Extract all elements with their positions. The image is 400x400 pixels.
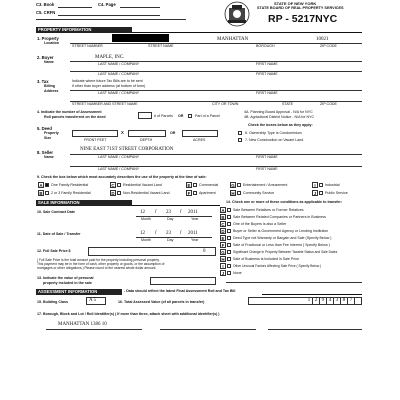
sale-contract-date-label: 10. Sale Contract Date [37, 210, 75, 214]
tax-col-zip: ZIP CODE [320, 102, 337, 106]
new-construction-label: 7. New Construction on Vacant Land [245, 138, 304, 142]
personal-property-field[interactable] [150, 277, 216, 285]
seller-name-label: Name [44, 155, 54, 159]
new-york-state-seal-icon [224, 1, 250, 27]
tax-note-2: if other than buyer address (at bottom of form) [72, 84, 146, 88]
personal-property-label: 13. Indicate the value of personal [37, 276, 94, 280]
use-option-h-checkbox[interactable] [237, 191, 241, 195]
use-option-f-checkbox[interactable] [193, 191, 197, 195]
use-option-i-letter: I [312, 182, 318, 188]
condition-j-letter: J [221, 271, 225, 276]
assessed-digit: 9 [320, 297, 327, 304]
buyer-col-last-2: LAST NAME / COMPANY [98, 72, 140, 76]
sale-price-note-2: This payment may be in the form of cash, other property or goods, or the assumption of [37, 262, 165, 266]
use-option-j-letter: J [313, 191, 317, 196]
assessed-digit: 4 [327, 297, 334, 304]
use-option-b-label: 2 or 3 Family Residential [51, 191, 91, 195]
col-borough: BOROUGH [256, 44, 275, 48]
location-label: Location [44, 41, 59, 45]
sale-price-note-1: ( Full Sale Price is the total amount paid for the property including personal property. [37, 258, 160, 262]
use-option-g-label: Entertainment / Amusement [243, 183, 288, 187]
condition-g-letter: G [221, 250, 225, 255]
condition-f-checkbox[interactable] [227, 243, 231, 247]
condition-d-letter: D [221, 229, 225, 234]
use-option-b-checkbox[interactable] [45, 191, 49, 195]
condition-c-label: One of the Buyers is also a Seller [233, 222, 287, 226]
property-use-question: 9. Check the box below which most accurately describes the use of the property at the time of sale: [37, 175, 207, 179]
property-borough: MANHATTAN [217, 37, 249, 42]
sale-information-header: SALE INFORMATION [36, 200, 132, 206]
personal-property-label-2: property included in the sale [43, 281, 92, 285]
buyer-col-first-2: FIRST NAME [256, 72, 278, 76]
total-assessed-value-label: 16. Total Assessed Value (of all parcels in transfer) [118, 300, 205, 304]
sale-month[interactable]: 12 [140, 231, 145, 236]
condition-c-checkbox[interactable] [227, 222, 231, 226]
condition-a-letter: A [221, 208, 225, 213]
condition-e-letter: E [221, 236, 225, 241]
use-option-e-label: Commercial [199, 183, 219, 187]
sale-year[interactable]: 2011 [188, 231, 198, 236]
use-option-h-letter: H [231, 191, 235, 196]
borough-block-lot-value: MANHATTAN 1386 10 [58, 322, 107, 327]
use-option-a-letter: A [39, 183, 43, 188]
building-class-label: 15. Building Class [37, 300, 68, 304]
assessed-digit: 3 [334, 297, 341, 304]
check-boxes-note: Check the boxes below as they apply: [248, 123, 313, 127]
address-label: Address [44, 89, 59, 93]
col-zip: ZIP CODE [320, 44, 337, 48]
condition-b-label: Sale Between Related Companies or Partners in Business [233, 215, 326, 219]
acres-field[interactable] [182, 130, 218, 137]
condition-e-label: Deed Type not Warranty or Bargain and Sale (Specify Below ) [233, 236, 332, 240]
full-sale-price-field[interactable] [88, 247, 216, 256]
use-option-c-letter: C [111, 183, 115, 188]
assessed-digit: 8 [341, 297, 348, 304]
use-option-f-label: Apartment [199, 191, 216, 195]
use-option-c-label: Residential Vacant Land [123, 183, 162, 187]
seller-col-last-2: LAST NAME / COMPANY [98, 167, 140, 171]
condition-f-letter: F [221, 243, 225, 248]
property-zip: 10021 [316, 37, 329, 42]
condition-b-checkbox[interactable] [227, 215, 231, 219]
depth-label: DEPTH [140, 138, 153, 142]
tax-col-state: STATE [282, 102, 294, 106]
parcels-label: # of Parcels [154, 114, 173, 118]
full-sale-price-label: 12. Full Sale Price $ [37, 249, 71, 253]
front-feet-field[interactable] [72, 130, 118, 137]
use-option-h-label: Community Service [243, 191, 275, 195]
contract-month[interactable]: 12 [140, 210, 145, 215]
front-feet-label: FRONT FEET [84, 138, 107, 142]
property-label: 1. Property [37, 36, 59, 41]
deed-property-label: Property [44, 131, 59, 135]
use-option-e-checkbox[interactable] [193, 183, 197, 187]
tax-col-street: STREET NUMBER AND STREET NAME [72, 102, 138, 106]
sale-price-note-3: mortgages or other obligations.) Please round to the nearest whole dollar amount. [37, 266, 157, 270]
deed-x: X [121, 130, 124, 135]
use-option-c-checkbox[interactable] [117, 183, 121, 187]
seller-label: 8. Seller [37, 150, 54, 155]
sale-col-day: Day [167, 238, 174, 242]
buyer-col-first: FIRST NAME [256, 62, 278, 66]
condition-h-label: Sale of Business is Included in Sale Price [233, 257, 300, 261]
tax-note-1: Indicate where future Tax Bills are to be sent [72, 79, 143, 83]
use-option-a-label: One Family Residential [51, 183, 89, 187]
agricultural-district-note: 4B. Agricultural District Notice - N/A for NYC [244, 115, 315, 119]
parcels-or: OR [178, 114, 184, 118]
condition-a-label: Sale Between Relatives or Former Relatives [233, 208, 304, 212]
condition-h-letter: H [221, 257, 225, 262]
conditions-question: 14. Check one or more of these conditions as applicable to transfer: [226, 200, 343, 204]
assessment-note: - Data should reflect the latest Final Assessment Roll and Tax Bill [124, 289, 236, 293]
redaction-bar [112, 34, 169, 42]
contract-col-month: Month [141, 217, 151, 221]
date-of-sale-label: 11. Date of Sale / Transfer [37, 232, 81, 236]
condominium-checkbox[interactable] [238, 131, 242, 135]
c3-book-label: C3. Book [36, 2, 55, 7]
condition-i-checkbox[interactable] [227, 264, 231, 268]
sale-day[interactable]: 23 [166, 231, 171, 236]
use-option-d-label: Non-Residential Vacant Land [123, 191, 170, 195]
rp-5217nyc-form: C3. Book C4. Page C5. CRFN STATE OF NEW YORK STATE BOARD OF REAL PROPERTY SERVICES RP - 5217NYC PROPERTY INFORMATION 1. Property Location MANHATTAN 10021 STREET NUMBER STREET NAME BOROUGH ZIP CODE 2. Buyer Name MAPLE, INC. LAST NAME / COMPANY FIRST NAME LAST NAME / COMPANY FIRST NAME 3. Tax Billing Address Indicate where future Tax Bills are to be sent if other than buyer address (at bottom of form) LAST NAME / COMPANY FIRST NAME STREET NUMBER AND STREET NAME CITY OR TOWN STATE ZIP CODE 4. Indicate the number of Assessment Roll parcels transferred on the deed # of Parcels OR Part of a Parcel 4A. Planning Board Approval - N/A for NYC 4B. Agricultural District Notice - N/A for NYC Check the boxes below as they apply: 5. Deed Property Size X OR FRONT FEET DEPTH ACRES 6. Ownership Type is Condominium 7. New Construction on Vacant Land 8. Seller Name NINE EAST 71ST STREET CORPORATION LAST NAME / COMPANY FIRST NAME LAST NAME / COMPANY FIRST NAME 9. Check the box below which most accurately describes the use of the property at the time of sale: A One Family Residential B 2 or 3 Family Residential C Residential Vacant Land D Non-Residential Vacant Land E Commercial F Apartment G Entertainment / Amusement H Community Service I Industrial J Public Service SALE INFORMATION 14. Check one or more of these conditions as applicable to transfer: 10. Sale Contract Date 12 / 23 / 2011 Month Day Year 11. Date of Sale / Transfer 12 / 23 / 2011 Month Day Year 12. Full Sale Price $ 0 ( Full Sale Price is the total amount paid for the property including personal property. This payment may be in the form of cash, other property or goods, or the assumption of mortgages or other obligations.) Please round to the nearest whole dollar amount. 13. Indicate the value of personal property included in the sale A Sale Between Relatives or Former Relatives B Sale Between Related Companies or Partners in Business C One of the Buyers is also a Seller D Buyer or Seller is Government Agency or Lending Institution E Deed Type not Warranty or Bargain and Sale (Specify Below ) F Sale of Fractional or Less than Fee Interest ( Specify Below ) G Significant Change in Property Between Taxable Status and Sale Dates H Sale of Business is Included in Sale Price I Other Unusual Factors Affecting Sale Price ( Specify Below ) J None ASSESSMENT INFORMATION - Data should reflect the latest Final Assessment Roll and Tax Bill 15. Building Class A 5 16. Total Assessed Value (of all parcels in transfer) 1 2 9 4 3 8 7 17. Borough, Block and Lot / Roll Identifier(s) ( If more than three, attach sheet with additional identifier(s) ) MANHATTAN 1386 10 [0, 0, 400, 400]
assessment-parcels-label-2: Roll parcels transferred on the deed [44, 115, 106, 119]
seller-name-value: NINE EAST 71ST STREET CORPORATION [80, 147, 174, 152]
condition-b-letter: B [221, 215, 225, 220]
state-of-new-york: STATE OF NEW YORK [274, 1, 317, 6]
c4-page-label: C4. Page [98, 2, 116, 7]
building-class-value: A 5 [89, 298, 97, 303]
tax-label: 3. Tax [37, 79, 49, 84]
depth-field[interactable] [128, 130, 166, 137]
buyer-name-label: Name [44, 60, 54, 64]
seller-col-last: LAST NAME / COMPANY [98, 155, 140, 159]
condition-g-checkbox[interactable] [227, 250, 231, 254]
form-code: RP - 5217NYC [268, 13, 338, 25]
condition-e-checkbox[interactable] [227, 236, 231, 240]
use-option-i-label: Industrial [325, 183, 340, 187]
condition-d-label: Buyer or Seller is Government Agency or Lending Institution [233, 229, 329, 233]
condition-g-label: Significant Change in Property Between Taxable Status and Sale Dates [233, 250, 338, 254]
use-option-d-checkbox[interactable] [117, 191, 121, 195]
condition-f-label: Sale of Fractional or Less than Fee Interest ( Specify Below ) [233, 243, 330, 247]
assessment-information-header: ASSESSMENT INFORMATION [36, 289, 122, 295]
col-street-name: STREET NAME [148, 44, 174, 48]
acres-label: ACRES [193, 138, 206, 142]
condition-i-label: Other Unusual Factors Affecting Sale Price ( Specify Below ) [233, 264, 322, 268]
use-option-g-checkbox[interactable] [237, 183, 241, 187]
use-option-i-checkbox[interactable] [319, 183, 323, 187]
seller-col-first: FIRST NAME [256, 155, 278, 159]
billing-label: Billing [44, 84, 55, 88]
use-option-f-letter: F [187, 191, 191, 196]
borough-block-lot-label: 17. Borough, Block and Lot / Roll Identifier(s) ( If more than three, attach sheet with additional identifier(s) ) [37, 312, 220, 316]
condition-c-letter: C [221, 222, 225, 227]
part-of-parcel-label: Part of a Parcel [195, 114, 220, 118]
condition-j-label: None [233, 271, 242, 275]
use-option-g-letter: G [231, 183, 235, 188]
c5-crfn-label: C5. CRFN [36, 10, 56, 15]
condition-d-checkbox[interactable] [227, 229, 231, 233]
use-option-j-checkbox[interactable] [319, 191, 323, 195]
buyer-label: 2. Buyer [37, 55, 54, 60]
new-construction-checkbox[interactable] [238, 138, 242, 142]
assessed-digit: 7 [348, 297, 355, 304]
deed-or: OR [170, 131, 176, 135]
contract-col-year: Year [191, 217, 199, 221]
full-sale-price-value: 0 [203, 249, 206, 254]
contract-day[interactable]: 23 [166, 210, 171, 215]
assessed-digit: 1 [306, 297, 313, 304]
buyer-name-value: MAPLE, INC. [95, 55, 125, 60]
tax-col-city: CITY OR TOWN [212, 102, 239, 106]
ownership-condo-label: 6. Ownership Type is Condominium [245, 131, 302, 135]
contract-col-day: Day [167, 217, 174, 221]
deed-label: 5. Deed [37, 126, 52, 131]
sale-col-month: Month [141, 238, 151, 242]
use-option-b-letter: B [39, 191, 43, 196]
use-option-j-label: Public Service [325, 191, 348, 195]
use-option-a-checkbox[interactable] [45, 183, 49, 187]
use-option-d-letter: D [111, 191, 115, 196]
tax-col-last: LAST NAME / COMPANY [98, 91, 140, 95]
condition-j-checkbox[interactable] [227, 271, 231, 275]
seller-col-first-2: FIRST NAME [256, 167, 278, 171]
sale-col-year: Year [191, 238, 199, 242]
condition-h-checkbox[interactable] [227, 257, 231, 261]
deed-size-label: Size [44, 136, 52, 140]
tax-col-first: FIRST NAME [256, 91, 278, 95]
state-board-name: STATE BOARD OF REAL PROPERTY SERVICES [257, 6, 344, 10]
part-of-parcel-checkbox[interactable] [188, 114, 192, 118]
assessed-digit: 2 [313, 297, 320, 304]
contract-year[interactable]: 2011 [188, 210, 198, 215]
col-street-number: STREET NUMBER [72, 44, 103, 48]
condition-a-checkbox[interactable] [227, 208, 231, 212]
planning-board-note: 4A. Planning Board Approval - N/A for NYC [244, 110, 313, 114]
parcels-count-field[interactable] [138, 112, 152, 119]
assessment-parcels-label: 4. Indicate the number of Assessment [37, 110, 102, 114]
buyer-col-last: LAST NAME / COMPANY [98, 62, 140, 66]
condition-i-letter: I [220, 263, 226, 269]
use-option-e-letter: E [187, 183, 191, 188]
property-information-header: PROPERTY INFORMATION [36, 27, 132, 33]
